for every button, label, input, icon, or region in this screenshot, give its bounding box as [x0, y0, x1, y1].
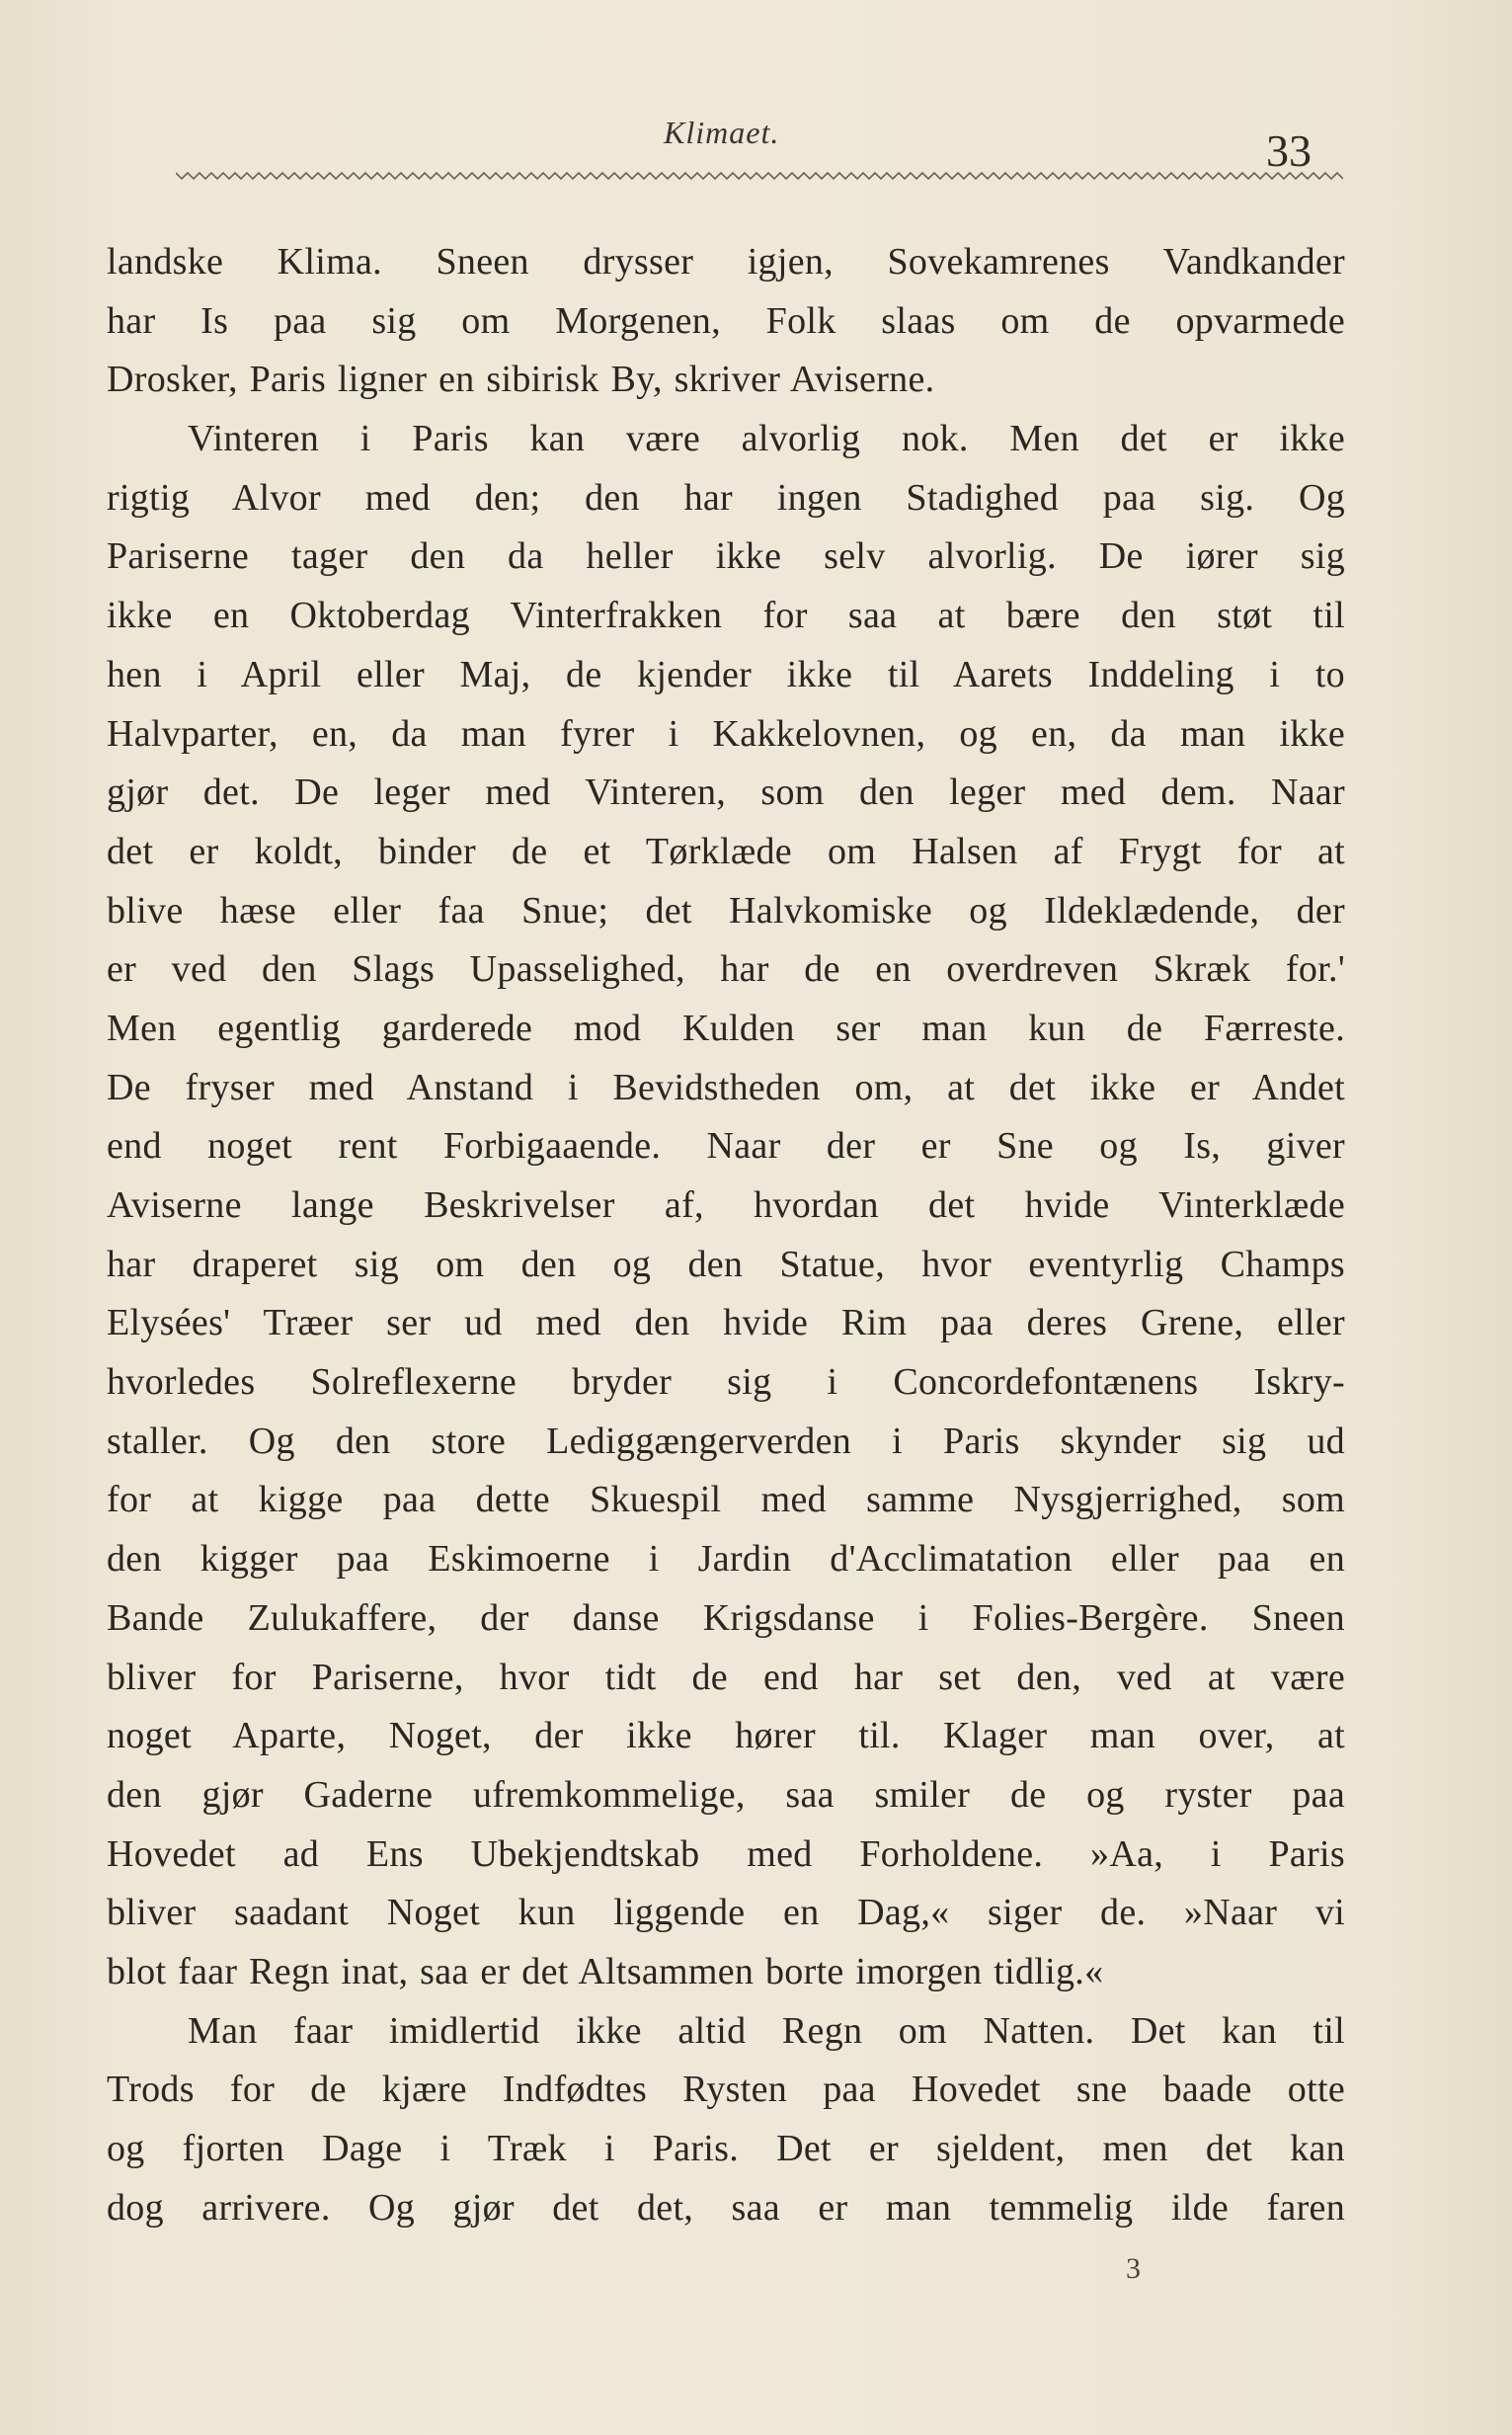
text-line: Vinteren i Paris kan være alvorlig nok. Men det er ikke: [188, 418, 1345, 460]
page-number: 33: [1266, 125, 1312, 176]
text-line: landske Klima. Sneen drysser igjen, Sovekamrenes Vandkander: [107, 241, 1345, 283]
text-line: har draperet sig om den og den Statue, hvor eventyrlig Champs: [107, 1243, 1345, 1285]
text-line: gjør det. De leger med Vinteren, som den leger med dem. Naar: [107, 771, 1345, 814]
text-line: bliver saadant Noget kun liggende en Dag,« siger de. »Naar vi: [107, 1892, 1345, 1934]
text-line: noget Aparte, Noget, der ikke hører til. Klager man over, at: [107, 1715, 1345, 1757]
text-line: og fjorten Dage i Træk i Paris. Det er sjeldent, men det kan: [107, 2128, 1345, 2169]
text-line: De fryser med Anstand i Bevidstheden om, at det ikke er Andet: [107, 1066, 1345, 1108]
text-line: har Is paa sig om Morgenen, Folk slaas om de opvarmede: [107, 299, 1345, 342]
text-line: blive hæse eller faa Snue; det Halvkomiske og Ildeklædende, der: [107, 889, 1345, 932]
text-line: den kigger paa Eskimoerne i Jardin d'Acclimatation eller paa en: [107, 1538, 1345, 1581]
text-line: ikke en Oktoberdag Vinterfrakken for saa at bære den støt til: [107, 595, 1345, 637]
text-line: hvorledes Solreflexerne bryder sig i Concordefontænens Iskry-: [107, 1361, 1345, 1404]
text-line: for at kigge paa dette Skuespil med samme Nysgjerrighed, som: [107, 1479, 1345, 1521]
text-line: det er koldt, binder de et Tørklæde om Halsen af Frygt for at: [107, 830, 1345, 872]
text-line: Drosker, Paris ligner en sibirisk By, skriver Aviserne.: [107, 359, 935, 401]
text-line: rigtig Alvor med den; den har ingen Stadighed paa sig. Og: [107, 476, 1345, 519]
decorative-rule: [176, 170, 1343, 182]
text-line: dog arrivere. Og gjør det det, saa er man temmelig ilde faren: [107, 2186, 1345, 2229]
text-line: Elysées' Træer ser ud med den hvide Rim paa deres Grene, eller: [107, 1302, 1345, 1344]
text-line: staller. Og den store Lediggængerverden i Paris skynder sig ud: [107, 1420, 1345, 1462]
text-line: Man faar imidlertid ikke altid Regn om Natten. Det kan til: [188, 2009, 1345, 2052]
text-line: er ved den Slags Upasselighed, har de en overdreven Skræk for.': [107, 948, 1345, 991]
text-line: Men egentlig garderede mod Kulden ser man kun de Færreste.: [107, 1007, 1345, 1049]
text-line: Hovedet ad Ens Ubekjendtskab med Forholdene. »Aa, i Paris: [107, 1832, 1345, 1875]
text-line: end noget rent Forbigaaende. Naar der er Sne og Is, giver: [107, 1125, 1345, 1168]
running-title: Klimaet.: [664, 115, 780, 150]
text-line: den gjør Gaderne ufremkommelige, saa smiler de og ryster paa: [107, 1773, 1345, 1816]
text-line: Halvparter, en, da man fyrer i Kakkelovnen, og en, da man ikke: [107, 712, 1345, 755]
text-line: Aviserne lange Beskrivelser af, hvordan det hvide Vinterklæde: [107, 1184, 1345, 1226]
text-line: blot faar Regn inat, saa er det Altsammen borte imorgen tidlig.«: [107, 1950, 1104, 1992]
text-line: bliver for Pariserne, hvor tidt de end har set den, ved at være: [107, 1656, 1345, 1698]
text-line: Bande Zulukaffere, der danse Krigsdanse i Folies-Bergère. Sneen: [107, 1596, 1345, 1639]
text-line: hen i April eller Maj, de kjender ikke til Aarets Inddeling i to: [107, 653, 1345, 695]
text-line: Trods for de kjære Indfødtes Rysten paa Hovedet sne baade otte: [107, 2069, 1345, 2111]
text-line: Pariserne tager den da heller ikke selv alvorlig. De iører sig: [107, 535, 1345, 578]
signature-mark: 3: [1126, 2252, 1141, 2285]
body-text: [107, 233, 1345, 2237]
